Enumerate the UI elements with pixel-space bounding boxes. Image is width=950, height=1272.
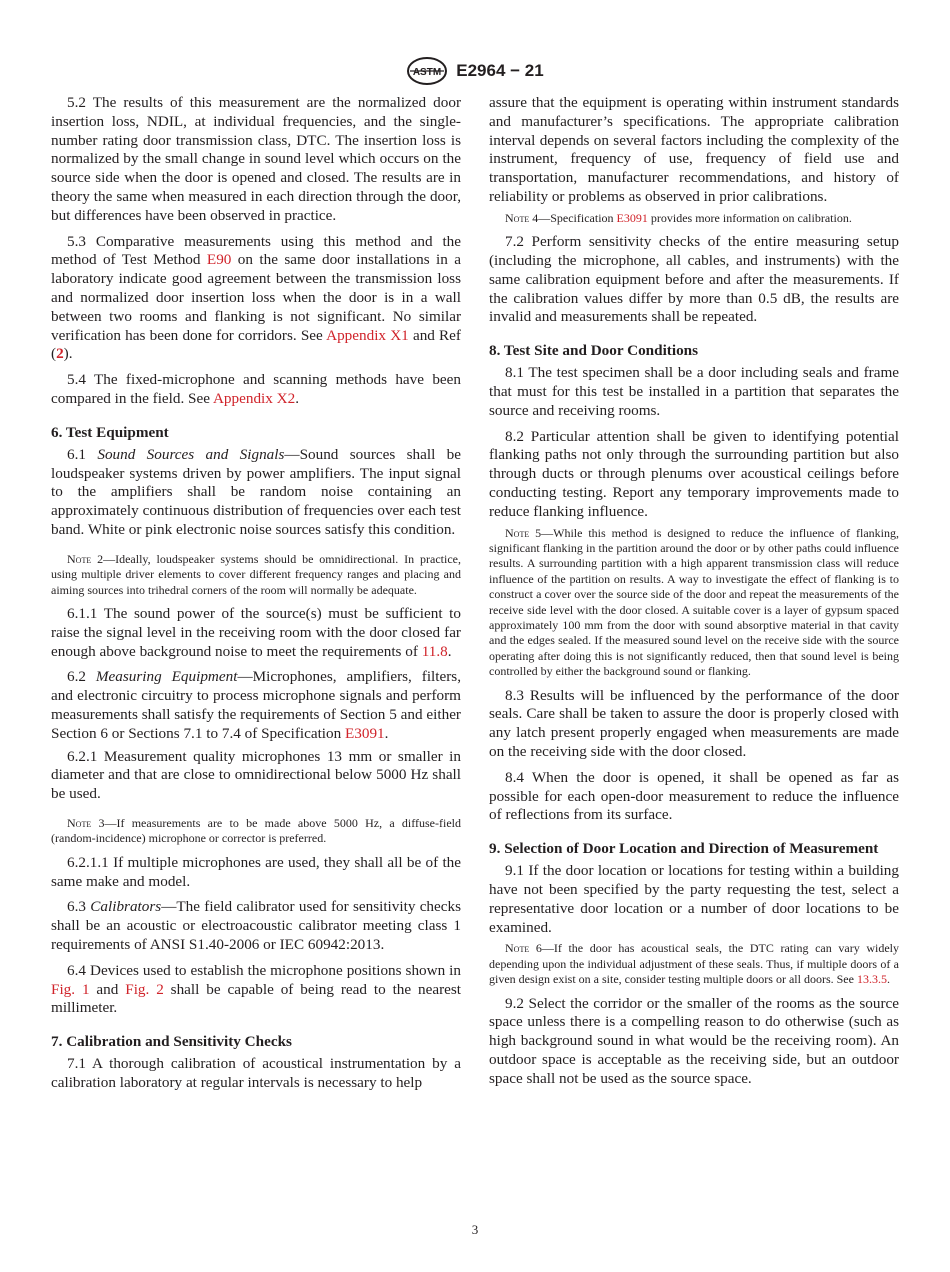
section-6-3: 6.3 Calibrators—The field calibrator used for sensitivity checks shall be an acoustic or electroacoustic calibrator meeting class 1 requirements of ANSI S1.40-2006 or IEC 60942:2013. xyxy=(51,898,462,953)
left-column xyxy=(51,94,461,1093)
link-e3091-note[interactable]: E3091 xyxy=(616,210,648,225)
link-appendix-x2[interactable]: Appendix X2 xyxy=(212,389,296,407)
note-6: Note 6—If the door has acoustical seals, the DTC rating can vary widely depending upon the individual adjustment of these seals. Thus, if multiple doors of a given design exist on a site, consider testing multiple doors or all doors. See 13.3.5. xyxy=(489,941,899,987)
link-appendix-x1[interactable]: Appendix X1 xyxy=(326,326,409,344)
section-7-2: 7.2 Perform sensitivity checks of the entire measuring setup (including the microphone, all cables, and instruments) with the same calibration equipment before and after the measurements. If the calibration values differ by more than 0.5 dB, the results are invalid and measurements shall be repeated. xyxy=(489,233,899,326)
document-designation: E2964 − 21 xyxy=(456,61,544,80)
section-8-2: 8.2 Particular attention shall be given to identifying potential flanking paths not only through the surrounding partition but also through ducts or through plenums over acoustical ceilings before conducting testing. Report any temporary improvements made to reduce flanking influence. xyxy=(489,427,899,520)
link-ref-2[interactable]: 2 xyxy=(56,345,64,363)
link-11-8[interactable]: 11.8 xyxy=(421,642,448,660)
section-5-4: 5.4 The fixed-microphone and scanning methods have been compared in the field. See Appendix X2. xyxy=(51,371,461,407)
section-6-2-1: 6.2.1 Measurement quality microphones 13 mm or smaller in diameter and that are close to omnidirectional below 5000 Hz shall be used. xyxy=(51,747,461,803)
section-7-1-continued: assure that the equipment is operating within instrument standards and manufacturer’s specifications. The appropriate calibration interval depends on several factors including the complexity of the instrument, frequency of use, frequency of field use and transportation, manufacturer recommendations, and history of reliability or problems as observed in prior calibrations. xyxy=(489,94,899,205)
heading-section-6: 6. Test Equipment xyxy=(51,423,169,441)
page-header xyxy=(0,56,950,86)
section-8-3: 8.3 Results will be influenced by the performance of the door seals. Care shall be taken to assure the door is properly closed with any latch present properly engaged when measurements are made on the receiving side with the door closed. xyxy=(489,686,899,760)
section-5-2: 5.2 The results of this measurement are the normalized door insertion loss, NDIL, at individual frequencies, and the single-number rating door transmission class, DTC. The insertion loss is normalized by the small change in sound level which occurs on the source side when the door is opened and closed. The results are in theory the same when measured in each direction through the door, but differences have been observed in practice. xyxy=(51,94,461,224)
section-7-1: 7.1 A thorough calibration of acoustical instrumentation by a calibration laboratory at regular intervals is necessary to help xyxy=(51,1055,461,1091)
svg-text:ASTM: ASTM xyxy=(413,67,442,78)
section-9-1: 9.1 If the door location or locations for testing within a building have not been specified by the party requesting the test, select a representative door location or a number of door locations to be examined. xyxy=(489,862,899,936)
heading-section-9: 9. Selection of Door Location and Direction of Measurement xyxy=(489,840,879,858)
link-e3091[interactable]: E3091 xyxy=(345,724,385,742)
page-number: 3 xyxy=(471,1222,479,1237)
section-9-2: 9.2 Select the corridor or the smaller of the rooms as the source space unless there is a compelling reason to do otherwise (such as high background sound in what would be the receiving room). An outdoor space is acceptable as the receiving side, but an outdoor space shall not be used as the source space. xyxy=(489,994,899,1087)
astm-logo-icon xyxy=(406,56,448,86)
link-fig-2[interactable]: Fig. 2 xyxy=(125,980,164,998)
section-5-3: 5.3 Comparative measurements using this method and the method of Test Method E90 on the same door installations in a laboratory indicate good agreement between the transmission loss and normalized door insertion loss when the door is in a wall between two rooms and flanking is not significant. No similar verification has been done for corridors. See Appendix X1 and Ref (2). xyxy=(51,232,462,363)
section-6-2-1-1: 6.2.1.1 If multiple microphones are used, they shall all be of the same make and model. xyxy=(51,853,461,890)
heading-section-8: 8. Test Site and Door Conditions xyxy=(489,342,699,360)
note-4: Note 4—Specification E3091 provides more information on calibration. xyxy=(505,210,852,225)
section-6-1-1: 6.1.1 The sound power of the source(s) must be sufficient to raise the signal level in the receiving room with the door closed far enough above background noise to meet the requirements of 11.8. xyxy=(51,604,461,660)
right-column xyxy=(489,94,899,1089)
section-6-4: 6.4 Devices used to establish the microphone positions shown in Fig. 1 and Fig. 2 shall be capable of being read to the nearest millimeter. xyxy=(51,961,462,1017)
link-e90[interactable]: E90 xyxy=(206,251,232,269)
link-13-3-5[interactable]: 13.3.5 xyxy=(856,972,887,987)
section-6-2: 6.2 Measuring Equipment—Microphones, amplifiers, filters, and electronic circuitry to process microphone signals and perform measurements shall satisfy the requirements of Section 5 and either Section 6 or Sections 7.1 to 7.4 of Specification E3091. xyxy=(51,668,461,742)
note-3: Note 3—If measurements are to be made above 5000 Hz, a diffuse-field (random-incidence) microphone or corrector is preferred. xyxy=(51,815,461,846)
section-8-4: 8.4 When the door is opened, it shall be opened as far as possible for each open-door measurement to reduce the influence of reflections from its surface. xyxy=(489,768,899,824)
section-8-1: 8.1 The test specimen shall be a door including seals and frame that must for this test be installed in a partition that separates the source and receiving rooms. xyxy=(489,364,899,419)
link-fig-1[interactable]: Fig. 1 xyxy=(51,980,90,998)
note-2: Note 2—Ideally, loudspeaker systems should be omnidirectional. In practice, using multiple driver elements to cover different frequency ranges and placing and aiming sources into trihedral corners of the room will normally be adequate. xyxy=(51,551,461,597)
note-5: Note 5—While this method is designed to reduce the influence of flanking, significant flanking in the partition around the door or by other paths could influence results. A surrounding partition with a high apparent transmission class will reduce influence of the partition on results. A way to investigate the effect of flanking is to construct a cover over the source side of the door and repeat the measurements of the receive side level with the door closed. A suitable cover is a layer of gypsum spaced approximately 100 mm from the door with sound absorptive material in that cavity and the edges sealed. If the measured sound level on the receive side with the source operating after doing this is not significantly reduced, then that sound level is being controlled by either the background sound or flanking. xyxy=(489,525,899,679)
heading-section-7: 7. Calibration and Sensitivity Checks xyxy=(51,1033,292,1051)
section-6-1: 6.1 Sound Sources and Signals—Sound sources shall be loudspeaker systems driven by power amplifiers. The input signal to the amplifiers shall be random noise containing an approximately continuous distribution of frequencies over each test band. White or pink electronic noise sources satisfy this condition. xyxy=(51,445,462,538)
